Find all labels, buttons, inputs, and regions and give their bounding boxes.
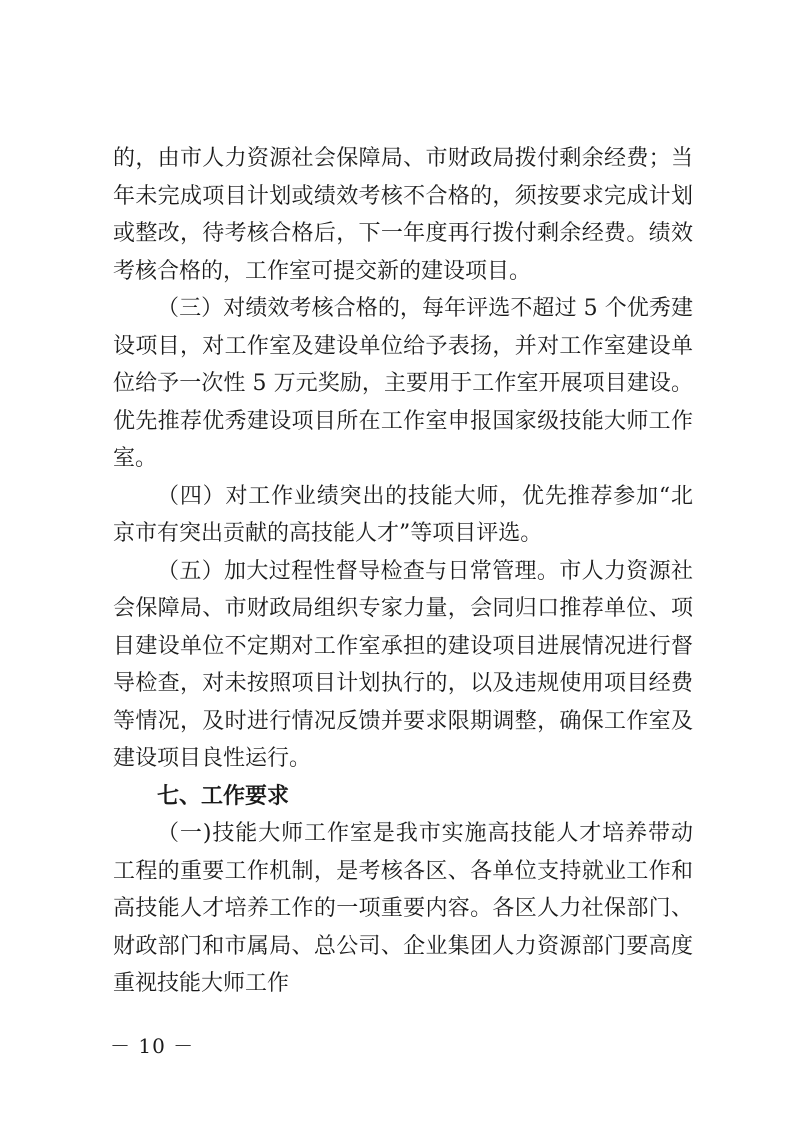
paragraph-continued: 的，由市人力资源社会保障局、市财政局拨付剩余经费；当年未完成项目计划或绩效考核不合格的，须按要求完成计划或整改，待考核合格后，下一年度再行拨付剩余经费。绩效考核合格的，工作室可提交新的建设项目。 xyxy=(113,146,693,284)
section-heading: 七、工作要求 xyxy=(157,783,290,809)
paragraph-requirement-1: （一)技能大师工作室是我市实施高技能人才培养带动工程的重要工作机制，是考核各区、各单位支持就业工作和高技能人才培养工作的一项重要内容。各区人力社保部门、财政部门和市属局、总公司、企业集团人力资源部门要高度重视技能大师工作 xyxy=(113,821,693,996)
paragraph-clause-3: （三）对绩效考核合格的，每年评选不超过 5 个优秀建设项目，对工作室及建设单位给予表扬，并对工作室建设单位给予一次性 5 万元奖励，主要用于工作室开展项目建设。优先推荐优秀建设项目所在工作室申报国家级技能大师工作室。 xyxy=(113,296,693,471)
paragraph-clause-5: （五）加大过程性督导检查与日常管理。市人力资源社会保障局、市财政局组织专家力量，会同归口推荐单位、项目建设单位不定期对工作室承担的建设项目进展情况进行督导检查，对未按照项目计划执行的，以及违规使用项目经费等情况，及时进行情况反馈并要求限期调整，确保工作室及建设项目良性运行。 xyxy=(113,558,693,771)
paragraph-clause-4: （四）对工作业绩突出的技能大师，优先推荐参加“北京市有突出贡献的高技能人才”等项目评选。 xyxy=(113,483,693,546)
document-body xyxy=(113,140,693,1003)
page-number: － 10 － xyxy=(110,1034,195,1058)
